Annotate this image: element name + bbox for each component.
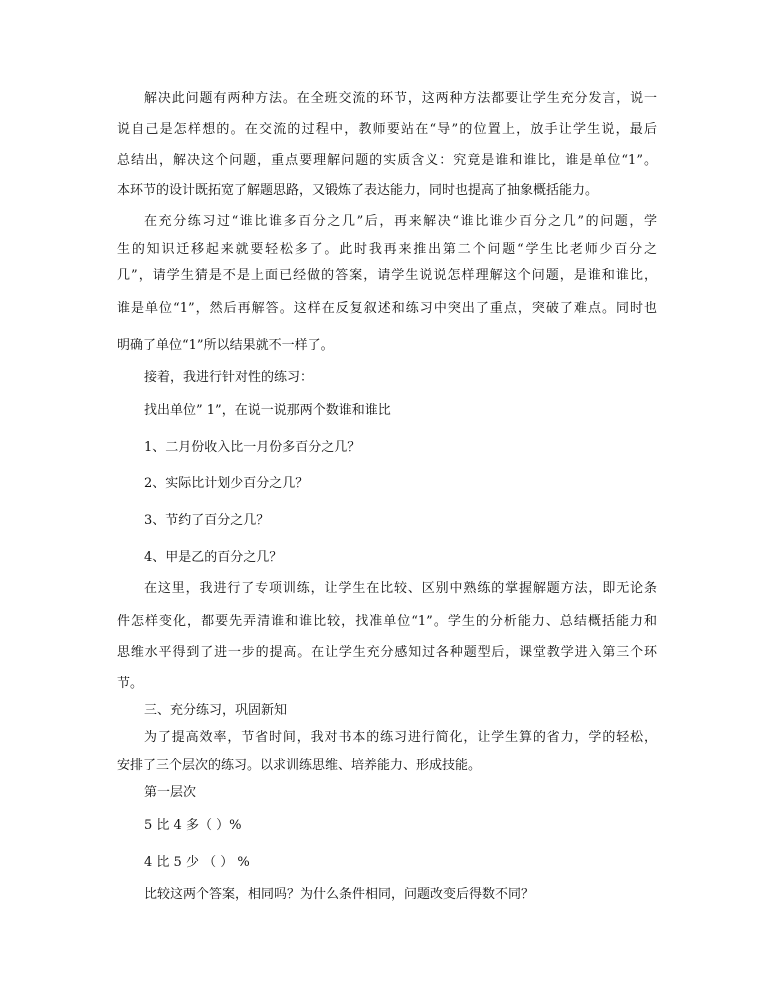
exercise-1: 5 比 4 多（ ）% (144, 818, 242, 833)
practice-task: 找出单位” 1”，在说一说那两个数谁和谁比 (144, 403, 391, 418)
paragraph-1-line-1: 解决此问题有两种方法。在全班交流的环节，这两种方法都要让学生充分发言，说一 (144, 91, 657, 106)
paragraph-2-line-5: 明确了单位“1”所以结果就不一样了。 (117, 338, 334, 353)
paragraph-2-line-3: 几”，请学生猜是不是上面已经做的答案，请学生说说怎样理解这个问题，是谁和谁比， (117, 268, 657, 283)
paragraph-2-line-4: 谁是单位“1”，然后再解答。这样在反复叙述和练习中突出了重点，突破了难点。同时也 (117, 301, 657, 316)
paragraph-1-line-4: 本环节的设计既拓宽了解题思路，又锻炼了表达能力，同时也提高了抽象概括能力。 (117, 183, 599, 198)
level-1-heading: 第一层次 (144, 785, 197, 800)
paragraph-2-line-1: 在充分练习过“谁比谁多百分之几”后，再来解决“谁比谁少百分之几”的问题，学 (144, 214, 657, 229)
practice-intro: 接着，我进行针对性的练习： (144, 370, 314, 385)
question-3: 3、节约了百分之几？ (144, 513, 270, 528)
paragraph-4-line-1: 为了提高效率，节省时间，我对书本的练习进行简化，让学生算的省力，学的轻松， (144, 730, 657, 745)
paragraph-2-line-2: 生的知识迁移起来就要轻松多了。此时我再来推出第二个问题“学生比老师少百分之 (117, 242, 657, 257)
question-4: 4、甲是乙的百分之几？ (144, 550, 283, 565)
paragraph-3-line-2: 件怎样变化，都要先弄清谁和谁比较，找准单位“1”。学生的分析能力、总结概括能力和 (117, 614, 657, 629)
paragraph-3-line-4: 节。 (117, 676, 144, 691)
section-3-heading: 三、充分练习，巩固新知 (144, 703, 288, 718)
question-2: 2、实际比计划少百分之几？ (144, 476, 309, 491)
paragraph-3-line-3: 思维水平得到了进一步的提高。在让学生充分感知过各种题型后，课堂教学进入第三个环 (117, 645, 657, 660)
paragraph-3-line-1: 在这里，我进行了专项训练，让学生在比较、区别中熟练的掌握解题方法，即无论条 (144, 581, 657, 596)
comparison-question: 比较这两个答案，相同吗？为什么条件相同，问题改变后得数不同？ (144, 887, 535, 902)
question-1: 1、二月份收入比一月份多百分之几？ (144, 440, 361, 455)
paragraph-4-line-2: 安排了三个层次的练习。以求训练思维、培养能力、形成技能。 (117, 758, 482, 773)
paragraph-1-line-2: 说自己是怎样想的。在交流的过程中，教师要站在“导”的位置上，放手让学生说，最后 (117, 122, 657, 137)
exercise-2: 4 比 5 少 （ ） % (144, 855, 250, 870)
paragraph-1-line-3: 总结出，解决这个问题，重点要理解问题的实质含义：究竟是谁和谁比，谁是单位“1”。 (117, 153, 657, 168)
